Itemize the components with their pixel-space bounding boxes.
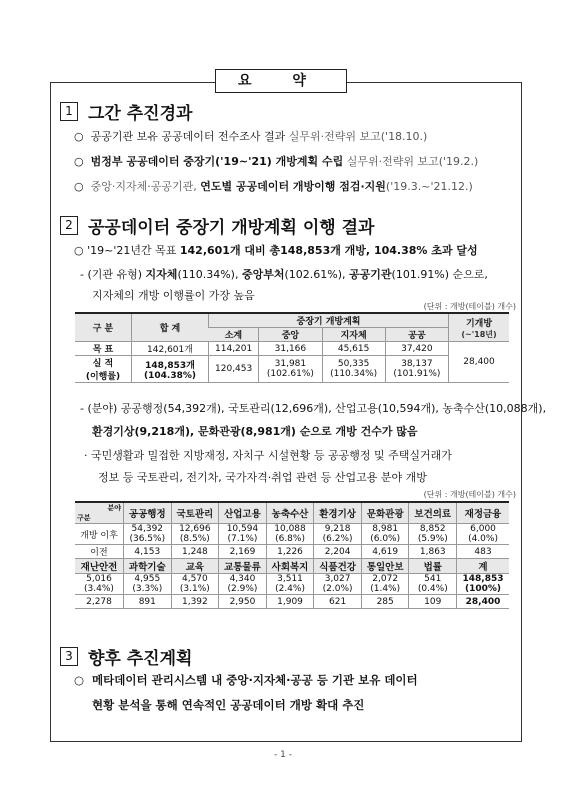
extra-value: 28,400 [449, 342, 510, 383]
table-row: 목 표 142,601개 114,201 31,166 45,615 37,420 28,400 [75, 342, 509, 356]
table-row: 실 적 (이행률) 148,853개 (104.38%) 120,453 31,981 (102.61%) 50,335 (110.34%) 38,137 (101.91%) [75, 356, 509, 383]
plan-table [75, 312, 509, 383]
s1-item-1: ○ 공공기관 보유 공공데이터 전수조사 결과 실무위·전략위 보고('18.10.) [74, 130, 428, 143]
th-corner: 분야 구분 [75, 502, 124, 524]
th-central: 중앙 [259, 328, 322, 342]
field-table: 분야 구분 공공행정 국토관리 산업고용 농축수산 환경기상 문화관광 보건의료 재정금융 개방 이후 54,392 (36.5%) 12,696 (8.5%) 10,594 (7.1%) 10,088 (6.8%) 9,218 (6.2%) 8,981 (6.0%) 8,852 (5.9%) 6,000 (4.0%) 이전 4,153 1,248 2,169 1,226 2,204 4,619 1,863 483 재난안전 과학기술 교육 교통물류 사회복지 식품건강 통일안보 법률 계 5,016 (3.4%) 4,955 (3.3%) 4,570 (3.1%) 4,340 (2.9%) 3,511 (2.4%) 3,027 (2.0%) 2,072 (1.4%) 541 (0.4%) 148,853 (100%) 2,278 891 1,392 2,950 1,909 621 285 109 28,400 [75, 501, 509, 609]
th-extra: 기개방 (~'18년) [449, 313, 510, 342]
s2-line-6: · 국민생활과 밀접한 지방재정, 자치구 시설현황 등 공공행정 및 주택실거래가 [84, 449, 452, 462]
s1-item-3: ○ 중앙·지자체·공공기관, 연도별 공공데이터 개방이행 점검·지원('19.3.~'21.12.) [74, 180, 473, 193]
s3-line-1: ○ 메타데이터 관리시스템 내 중앙·지자체·공공 등 기관 보유 데이터 [74, 673, 418, 687]
s2-line-5: 환경기상(9,218개), 문화관광(8,981개) 순으로 개방 건수가 많음 [92, 425, 418, 438]
page-title: 요 약 [215, 69, 347, 93]
table-row: 이전 4,153 1,248 2,169 1,226 2,204 4,619 1,863 483 [75, 545, 509, 559]
section-3-heading [60, 644, 192, 669]
section-2-title: 공공데이터 중장기 개방계획 이행 결과 [88, 218, 375, 238]
s2-line-2: - (기관 유형) 지자체(110.34%), 중앙부처(102.61%), 공공기관(101.91%) 순으로, [80, 268, 488, 281]
section-1-title: 그간 추진경과 [88, 104, 193, 124]
table-row: 2,278 891 1,392 2,950 1,909 621 285 109 28,400 [75, 595, 509, 609]
th-local: 지자체 [322, 328, 385, 342]
th-total: 합 계 [132, 313, 209, 342]
unit-label-1: (단위 : 개방(테이블) 개수) [423, 302, 516, 311]
section-3-number: 3 [60, 647, 78, 666]
s3-line-2: 현황 분석을 통해 연속적인 공공데이터 개방 확대 추진 [92, 698, 365, 712]
th-plan: 중장기 개방계획 [209, 313, 449, 328]
table-row: 5,016 (3.4%) 4,955 (3.3%) 4,570 (3.1%) 4,340 (2.9%) 3,511 (2.4%) 3,027 (2.0%) 2,072 (1.4%) 541 (0.4%) 148,853 (100%) [75, 574, 509, 595]
section-1-heading [60, 99, 192, 124]
s2-line-7: 정보 등 국토관리, 전기차, 국가자격·취업 관련 등 산업고용 분야 개방 [98, 471, 427, 484]
th-subtotal: 소계 [209, 328, 259, 342]
th-public: 공공 [385, 328, 448, 342]
s1-item-2: ○ 범정부 공공데이터 중장기('19~'21) 개방계획 수립 실무위·전략위 보고('19.2.) [74, 155, 479, 168]
th-gubun: 구 분 [75, 313, 132, 342]
section-2-number: 2 [60, 216, 78, 235]
section-3-title: 향후 추진계획 [88, 649, 193, 669]
s2-line-4: - (분야) 공공행정(54,392개), 국토관리(12,696개), 산업고용(10,594개), 농축수산(10,088개), [80, 402, 547, 415]
section-1-number: 1 [60, 102, 78, 121]
section-2-heading [60, 213, 374, 238]
unit-label-2: (단위 : 개방(테이블) 개수) [423, 490, 516, 499]
page-number: - 1 - [274, 750, 292, 760]
s2-line-3: 지자체의 개방 이행률이 가장 높음 [92, 289, 255, 302]
s2-line-1: ○ '19~'21년간 목표 142,601개 대비 총148,853개 개방, 104.38% 초과 달성 [74, 244, 478, 257]
table-row: 개방 이후 54,392 (36.5%) 12,696 (8.5%) 10,594 (7.1%) 10,088 (6.8%) 9,218 (6.2%) 8,981 (6.0%) 8,852 (5.9%) 6,000 (4.0%) [75, 524, 509, 545]
